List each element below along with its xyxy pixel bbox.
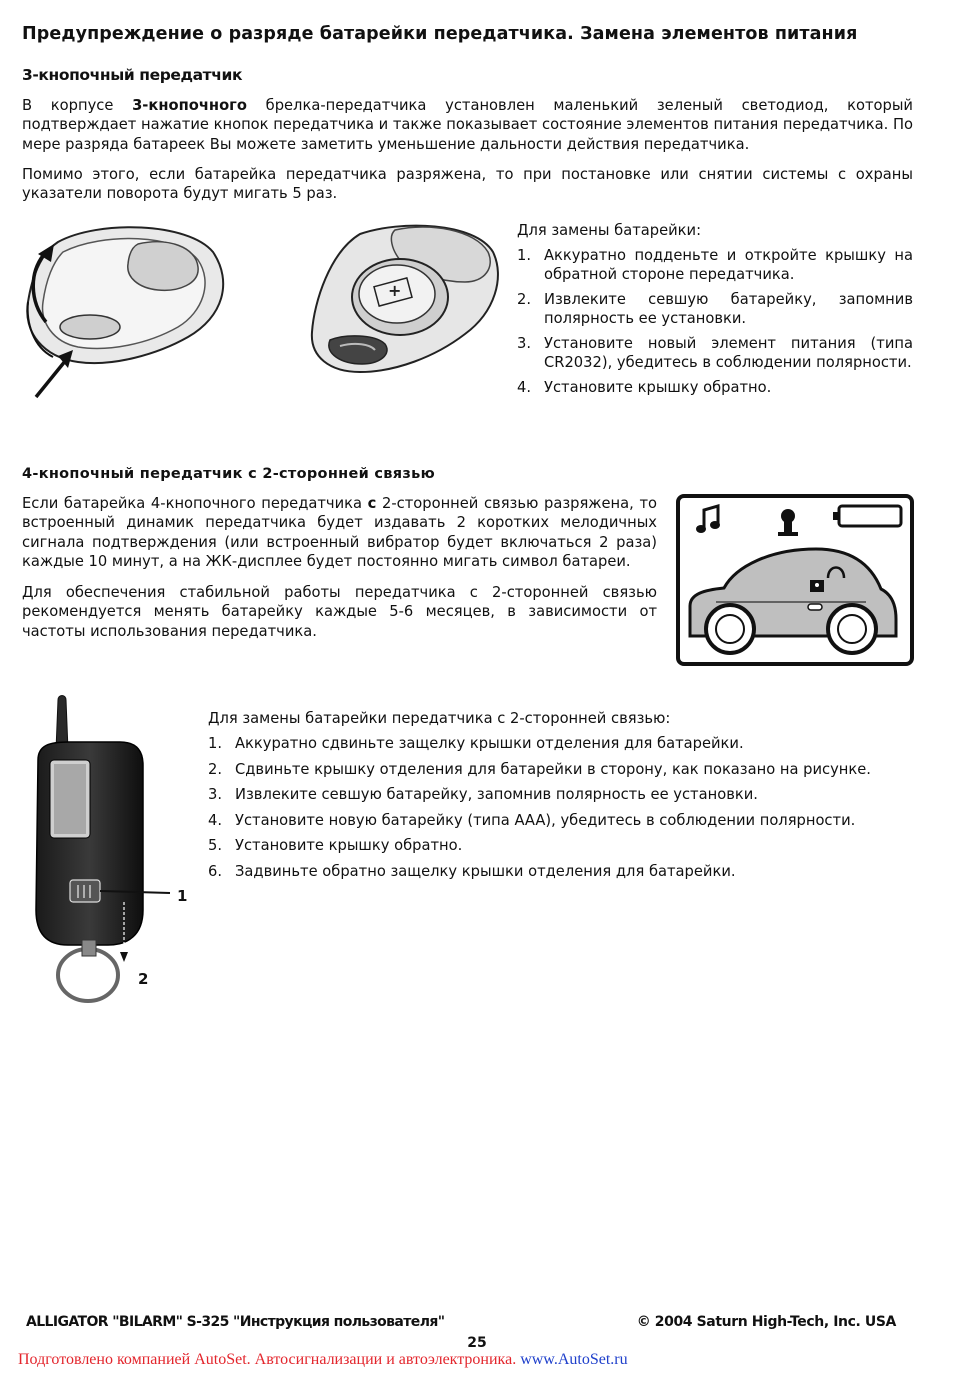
footer-copyright: © 2004 Saturn High-Tech, Inc. USA [636, 1314, 896, 1330]
battery-latch [70, 880, 100, 902]
section2-steps-list [208, 734, 908, 881]
wheel-left-icon [706, 605, 754, 653]
list-item [517, 334, 913, 372]
step-text: Установите крышку обратно. [544, 379, 772, 396]
section2-p1-prefix: Если батарейка 4-кнопочного передатчика [22, 495, 368, 512]
section1-p1-prefix: В корпусе [22, 97, 133, 114]
list-item [208, 785, 908, 804]
list-item [208, 836, 908, 855]
credit-link[interactable]: www.AutoSet.ru [520, 1351, 628, 1368]
section2-p1-rest: 2-сторонней связью разряжена, то встроенный динамик передатчика будет издавать 2 коротких мелодичных сигнала подтверждения (или встроенный вибратор будет включаться 2 раза) каждые 10 минут, а на ЖК-дисплее будет постоянно мигать символ батареи. [22, 495, 657, 570]
step-text: Извлеките севшую батарейку, запомнив полярность ее установки. [235, 786, 758, 803]
svg-text:+: + [388, 281, 402, 300]
two-way-transmitter-illustration [28, 690, 178, 1008]
fob-button-bottom [60, 315, 120, 339]
section1-steps-list [517, 246, 913, 397]
list-item [208, 734, 908, 753]
step-number: 5. [208, 837, 223, 854]
list-item [208, 811, 908, 830]
padlock-icon [810, 580, 824, 592]
key-ring [58, 949, 118, 1001]
step-number: 6. [208, 862, 223, 880]
step-number: 3. [517, 335, 532, 352]
footer-manual-title: ALLIGATOR "BILARM" S-325 "Инструкция пользователя" [26, 1314, 445, 1330]
step-number: 2. [208, 760, 223, 778]
section2-p1-bold: с [367, 495, 377, 512]
step-text: Сдвиньте крышку отделения для батарейки в сторону, как показано на рисунке. [235, 760, 871, 778]
list-item [517, 378, 913, 397]
pointer-arrow-icon [36, 360, 66, 397]
step-number: 4. [208, 811, 223, 829]
step-number: 2. [517, 291, 532, 308]
section2-steps-intro: Для замены батарейки передатчика с 2-сторонней связью: [208, 710, 671, 727]
section1-paragraph-2: Помимо этого, если батарейка передатчика разряжена, то при постановке или снятии системы с охраны указатели поворота будут мигать 5 раз. [22, 166, 913, 203]
step-number: 1. [208, 735, 223, 752]
callout-label-1: 1 [177, 887, 188, 905]
credit-text: Подготовлено компанией AutoSet. Автосигнализации и автоэлектроника. [18, 1351, 521, 1368]
slide-arrow-icon [120, 952, 128, 962]
list-item [517, 290, 913, 328]
section2-paragraph-2: Для обеспечения стабильной работы передатчика с 2-сторонней связью рекомендуется менять батарейку каждые 5-6 месяцев, в зависимости от частоты использования передатчика. [22, 584, 657, 640]
list-item [208, 862, 908, 881]
list-item [208, 760, 908, 779]
wheel-right-icon [828, 605, 876, 653]
step-text: Установите новый элемент питания (типа CR2032), убедитесь в соблюдении полярности. [544, 335, 913, 371]
section1-steps-intro: Для замены батарейки: [517, 222, 702, 239]
step-text: Извлеките севшую батарейку, запомнив полярность ее установки. [544, 291, 913, 327]
section1-heading: 3-кнопочный передатчик [22, 66, 243, 84]
credit-line [18, 1351, 628, 1369]
fob-open-illustration [300, 222, 505, 387]
fob-closed-illustration [18, 222, 233, 402]
section1-p1-rest: брелка-передатчика установлен маленький зеленый светодиод, который подтверждает нажатие кнопок передатчика и также показывает состояние элементов питания передатчика. По мере разряда батареек Вы можете заметить уменьшение дальности действия передатчика. [22, 97, 913, 153]
step-text: Аккуратно сдвиньте защелку крышки отделения для батарейки. [235, 735, 744, 752]
page-title: Предупреждение о разряде батарейки передатчика. Замена элементов питания [22, 24, 858, 44]
callout-label-2: 2 [138, 970, 149, 988]
section2-paragraph-1 [22, 494, 657, 571]
lcd-display-illustration [676, 494, 914, 666]
step-number: 1. [517, 247, 532, 264]
step-text: Задвиньте обратно защелку крышки отделения для батарейки. [235, 862, 736, 880]
step-text: Аккуратно подденьте и откройте крышку на обратной стороне передатчика. [544, 247, 913, 283]
step-number: 3. [208, 786, 223, 803]
battery-level-icon [833, 506, 901, 526]
step-text: Установите новую батарейку (типа AAA), убедитесь в соблюдении полярности. [235, 811, 856, 829]
section1-p1-bold: 3-кнопочного [132, 97, 247, 114]
step-number: 4. [517, 379, 532, 396]
section1-paragraph-1 [22, 96, 913, 154]
list-item [517, 246, 913, 284]
step-text: Установите крышку обратно. [235, 837, 463, 854]
page-number: 25 [467, 1335, 487, 1351]
section2-heading: 4-кнопочный передатчик с 2-сторонней связью [22, 466, 435, 482]
